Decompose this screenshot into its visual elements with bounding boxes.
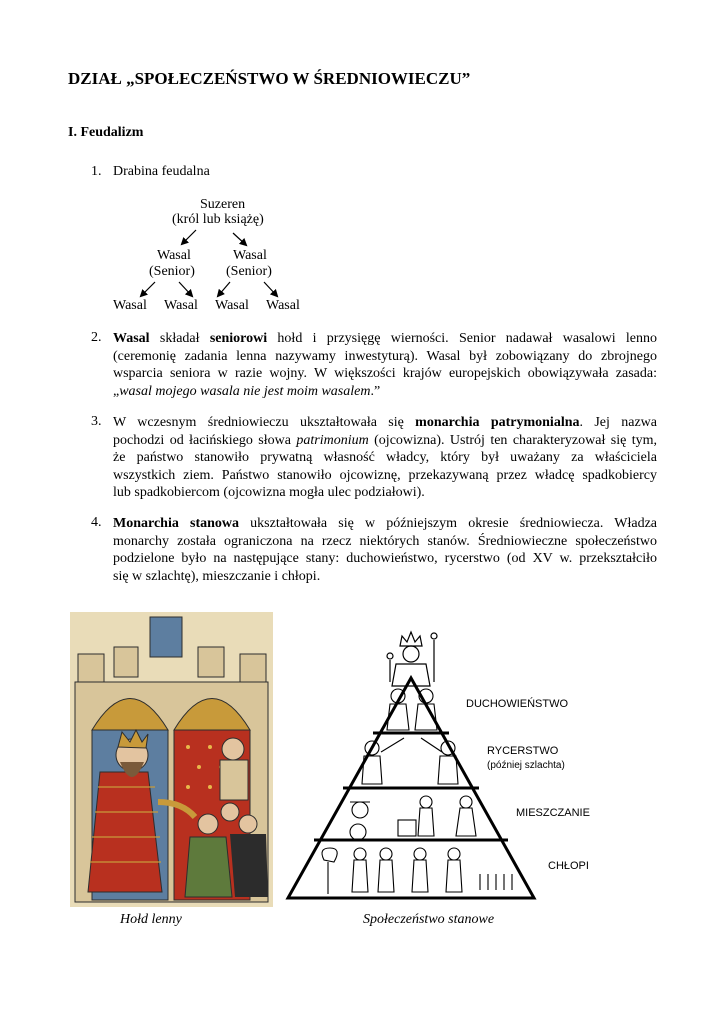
caption-estates: Społeczeństwo stanowe — [363, 912, 495, 927]
ladder-senior-left: (Senior) — [149, 264, 195, 279]
term-monarchia-patrymonialna: monarchia patrymonialna — [415, 415, 580, 430]
ladder-bottom-vassal-3: Wasal — [215, 298, 249, 313]
item1-heading: Drabina feudalna — [113, 164, 210, 179]
item3-number: 3. — [91, 414, 102, 429]
item2-paragraph: Wasal składał seniorowi hołd i przysięgę wierności. Senior nadawał wasalowi lenno (ceremonię zadania lenna nazywamy inwestyturą). Wasal był zobowiązany do zbrojnego wsparcia seniora w razie wojny. W większości krajów europejskich obowiązywała zasada: „wasal mojego wasala nie jest moim wasalem.” — [113, 331, 657, 399]
pyramid-label-peasants: CHŁOPI — [548, 860, 589, 872]
pyramid-label-burghers: MIESZCZANIE — [516, 807, 590, 819]
item3-paragraph: W wczesnym średniowieczu ukształtowała się monarchia patrymonialna. Jej nazwa pochodzi od łacińskiego słowa patrimonium (ojcowizna). Ustrój ten charakteryzował się tym, że państwo stanowiło prywatną własność władcy, który był uważany za właściciela wszystkich ziem. Państwo stanowiło ojcowiznę, przekazywaną przez władcę spadkobiercy lub spadkobiercom (ojcowizna mogła ulec podziałowi). — [113, 415, 657, 500]
caption-homage: Hołd lenny — [120, 912, 182, 927]
ladder-suzerain-desc: (król lub książę) — [172, 212, 264, 227]
item1-number: 1. — [91, 164, 102, 179]
page-title: DZIAŁ „SPOŁECZEŃSTWO W ŚREDNIOWIECZU” — [68, 69, 471, 88]
feudal-rule-quote: wasal mojego wasala nie jest moim wasalem — [119, 383, 371, 399]
ladder-senior-right: (Senior) — [226, 264, 272, 279]
section-heading: I. Feudalizm — [68, 125, 144, 140]
ladder-bottom-vassal-2: Wasal — [164, 298, 198, 313]
pyramid-label-knights: RYCERSTWO — [487, 745, 559, 757]
ladder-vassal-right: Wasal — [233, 248, 267, 263]
ladder-arrows — [0, 0, 725, 320]
ladder-suzerain: Suzeren — [200, 197, 246, 212]
pyramid-label-clergy: DUCHOWIEŃSTWO — [466, 698, 569, 710]
ladder-bottom-vassal-4: Wasal — [266, 298, 300, 313]
ladder-vassal-left: Wasal — [157, 248, 191, 263]
term-patrimonium: patrimonium — [296, 432, 369, 448]
item4-number: 4. — [91, 515, 102, 530]
item2-number: 2. — [91, 330, 102, 345]
pyramid-label-knights-note: (później szlachta) — [487, 760, 565, 771]
term-seniorowi: seniorowi — [209, 331, 268, 346]
homage-illustration — [70, 612, 273, 907]
ladder-bottom-vassal-1: Wasal — [113, 298, 147, 313]
term-wasal: Wasal — [113, 331, 150, 346]
term-monarchia-stanowa: Monarchia stanowa — [113, 516, 240, 531]
item4-paragraph: Monarchia stanowa ukształtowała się w późniejszym okresie średniowiecza. Władza monarchy została ograniczona na rzecz niektórych stanów. Średniowieczne społeczeństwo podzielone było na następujące stany: duchowieństwo, rycerstwo (od XV w. przekształciło się w szlachtę), mieszczanie i chłopi. — [113, 516, 657, 584]
